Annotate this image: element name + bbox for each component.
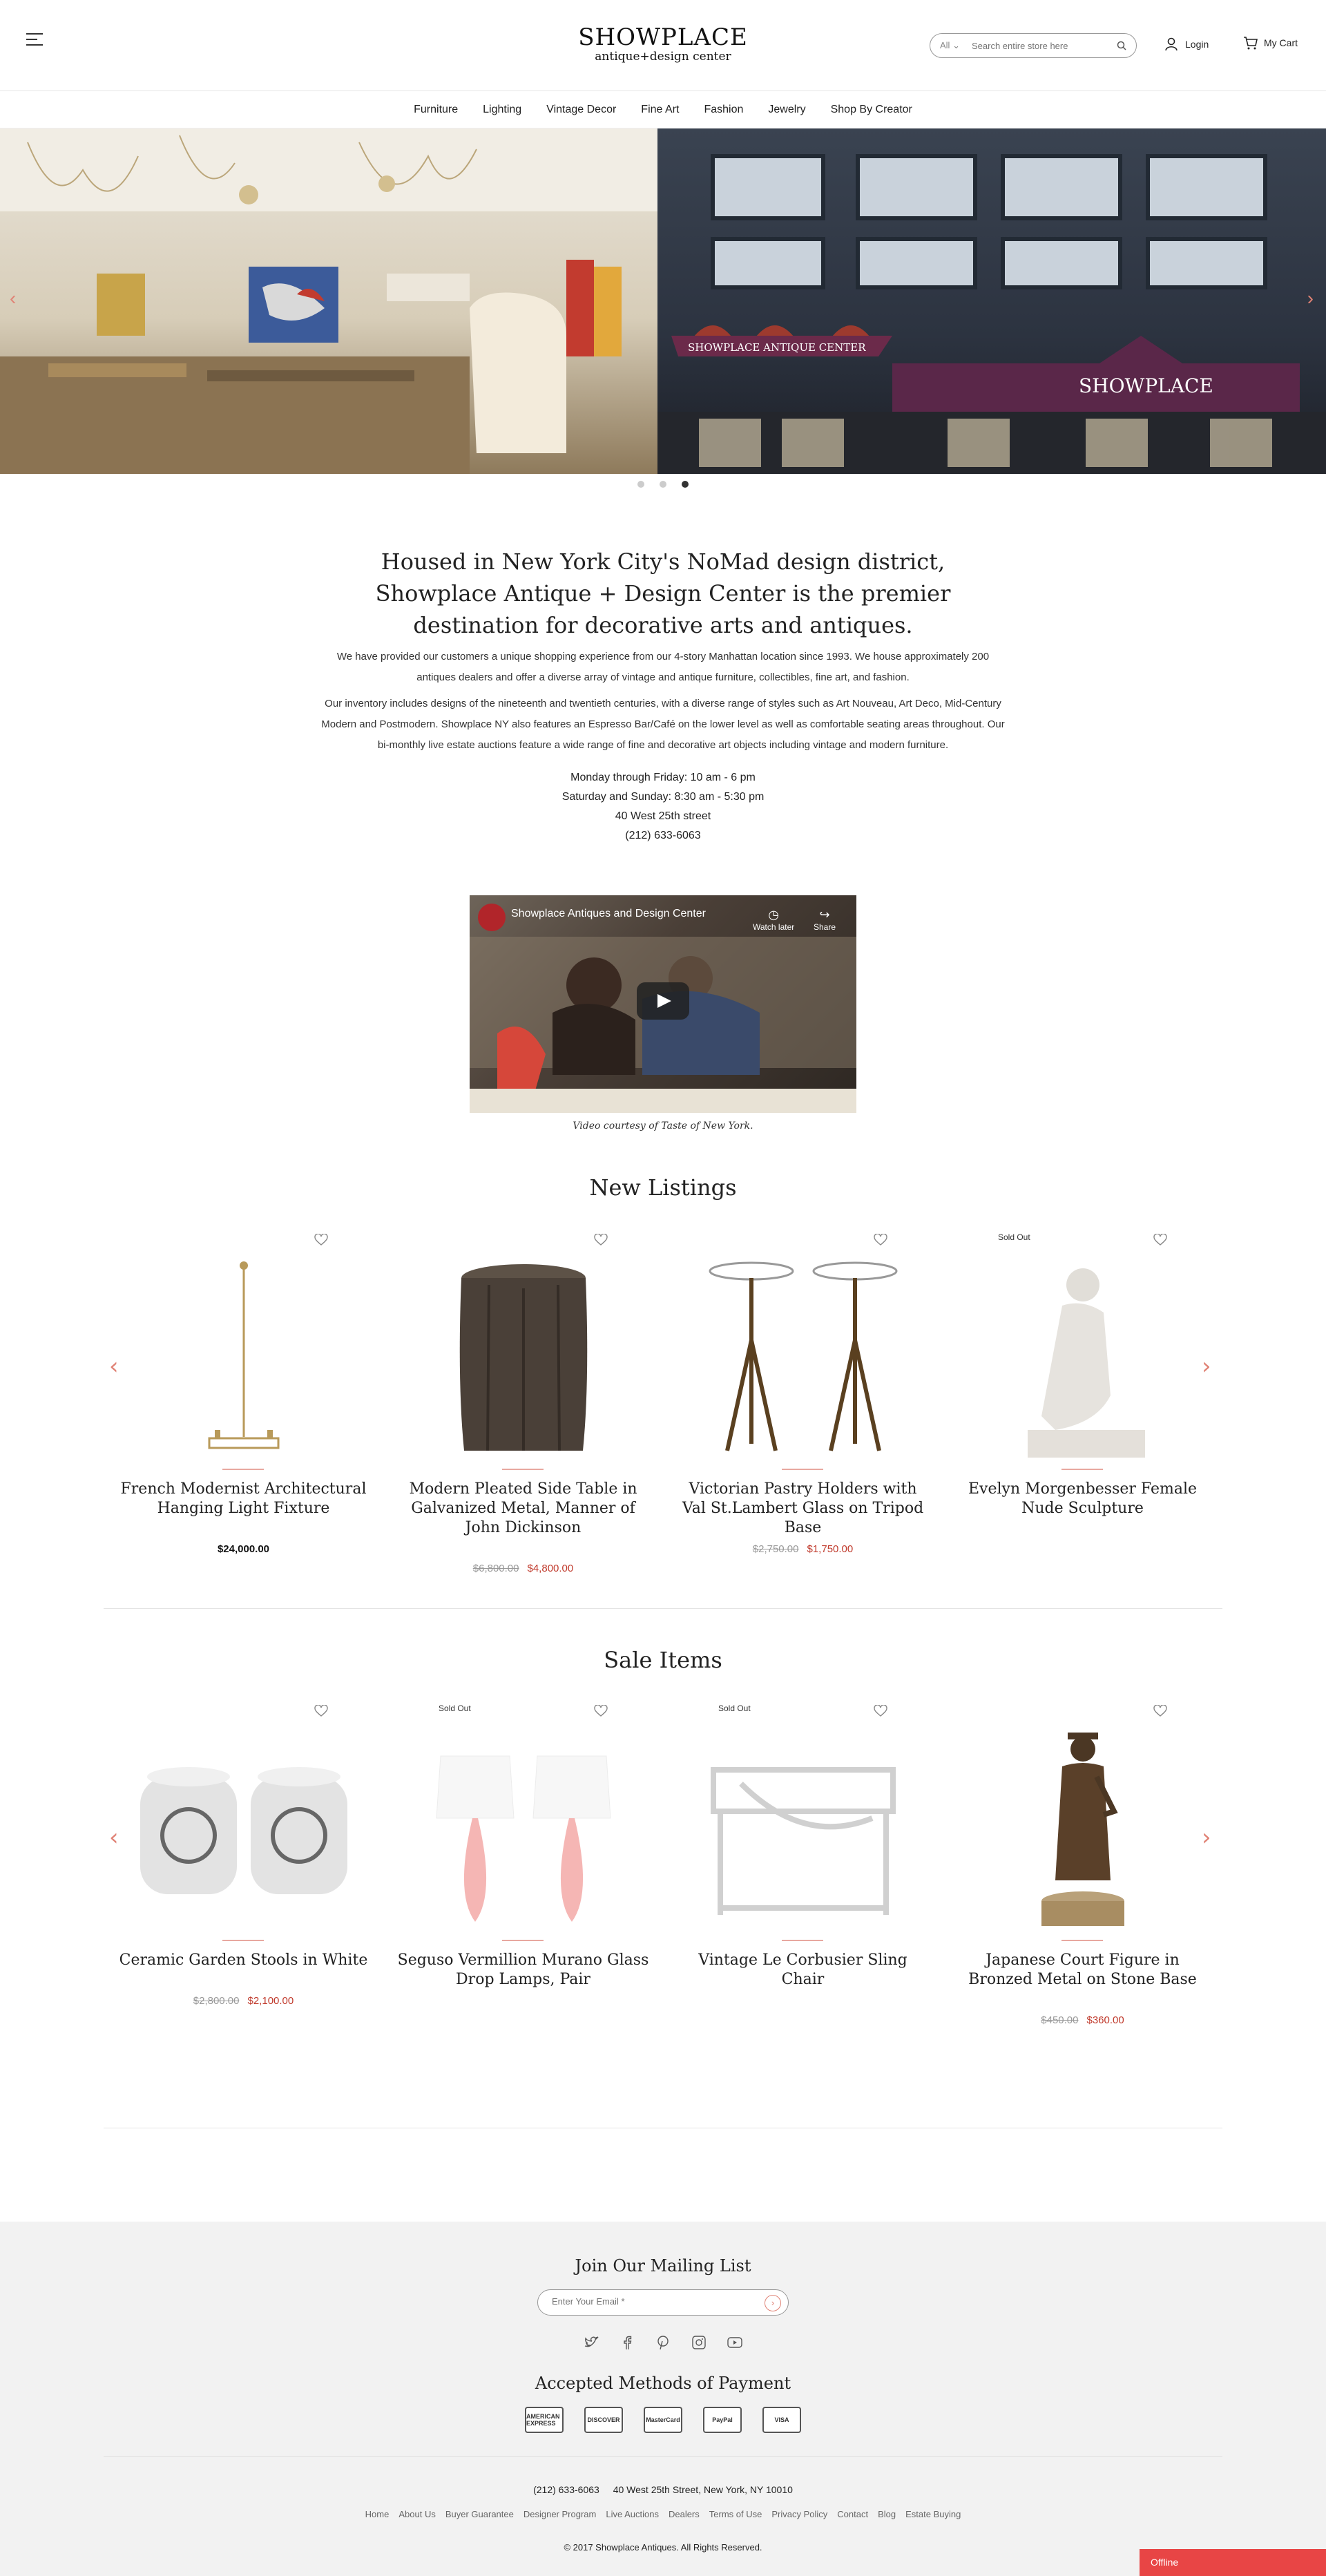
card-divider <box>502 1940 544 1941</box>
share-icon: ↪ <box>819 908 830 922</box>
product-price <box>663 1543 943 1555</box>
product-price <box>104 1543 383 1555</box>
awning-left-text: SHOWPLACE ANTIQUE CENTER <box>688 341 866 354</box>
nav-vintage-decor[interactable]: Vintage Decor <box>546 103 617 115</box>
newsletter-submit-icon[interactable]: › <box>765 2295 781 2311</box>
product-name[interactable]: Evelyn Morgenbesser Female Nude Sculpture <box>968 1480 1198 1517</box>
footer-address: 40 West 25th Street, New York, NY 10010 <box>613 2484 793 2495</box>
footer-link-blog[interactable]: Blog <box>878 2509 896 2519</box>
footer-link-contact[interactable]: Contact <box>837 2509 869 2519</box>
sold-out-badge: Sold Out <box>998 1232 1030 1242</box>
watch-later-label: Watch later <box>753 922 795 932</box>
new-listings-title: New Listings <box>589 1174 737 1201</box>
footer-link-about[interactable]: About Us <box>398 2509 436 2519</box>
wishlist-heart-icon[interactable] <box>314 1705 328 1717</box>
intro-paragraph-1: We have provided our customers a unique shopping experience from our 4-story Manhattan location since 1993. We house approximately 200 antiques dealers and offer a diverse array of vintage and antique furniture, collectibles, fine art, and fashion. <box>336 651 990 683</box>
price-original: $2,750.00 <box>752 1543 799 1555</box>
instagram-icon[interactable] <box>691 2335 707 2350</box>
card-divider <box>1061 1940 1103 1941</box>
price-original: $6,800.00 <box>472 1563 519 1574</box>
social-links <box>0 2335 1326 2350</box>
visa-icon: VISA <box>762 2407 801 2433</box>
wishlist-heart-icon[interactable] <box>874 1705 887 1717</box>
channel-avatar[interactable] <box>478 904 506 931</box>
carousel-next-arrow[interactable]: › <box>1307 287 1314 309</box>
card-divider <box>502 1469 544 1470</box>
payment-methods <box>0 2407 1326 2433</box>
payment-methods-title: Accepted Methods of Payment <box>535 2374 791 2393</box>
intro-section <box>318 546 1008 846</box>
carousel-dot-1[interactable] <box>637 481 644 488</box>
search-icon[interactable] <box>1117 41 1126 50</box>
chat-widget[interactable] <box>1140 2549 1326 2576</box>
footer-contact <box>0 2484 1326 2495</box>
footer-link-home[interactable]: Home <box>365 2509 390 2519</box>
new-listings-carousel <box>104 1230 1222 1589</box>
sale-items-next-arrow[interactable]: › <box>1202 1824 1211 1851</box>
facebook-icon[interactable] <box>619 2335 635 2350</box>
twitter-icon[interactable] <box>584 2335 599 2350</box>
product-name[interactable]: Seguso Vermillion Murano Glass Drop Lamps, Pair <box>397 1952 649 1988</box>
video-caption: Video courtesy of Taste of New York. <box>573 1120 753 1132</box>
footer-link-live-auctions[interactable]: Live Auctions <box>606 2509 659 2519</box>
product-name[interactable]: Modern Pleated Side Table in Galvanized Metal, Manner of John Dickinson <box>409 1480 637 1536</box>
site-footer <box>0 2222 1326 2576</box>
section-divider <box>104 1608 1222 1609</box>
carousel-dots <box>0 481 1326 488</box>
logo-wordmark: SHOWPLACE <box>578 23 748 51</box>
product-name[interactable]: French Modernist Architectural Hanging Light Fixture <box>120 1480 367 1517</box>
nav-furniture[interactable]: Furniture <box>414 103 459 115</box>
hero-carousel[interactable] <box>0 128 1326 474</box>
product-price <box>943 2014 1222 2026</box>
product-image[interactable] <box>427 1735 620 1929</box>
sale-items-title: Sale Items <box>604 1647 722 1673</box>
footer-phone[interactable]: (212) 633-6063 <box>533 2484 599 2495</box>
footer-link-estate-buying[interactable]: Estate Buying <box>905 2509 961 2519</box>
mastercard-icon: MasterCard <box>644 2407 682 2433</box>
card-divider <box>222 1469 264 1470</box>
footer-link-dealers[interactable]: Dealers <box>668 2509 700 2519</box>
mailing-list-title: Join Our Mailing List <box>575 2256 751 2276</box>
awning-right-text: SHOWPLACE <box>1079 374 1213 397</box>
intro-paragraph-2: Our inventory includes designs of the nineteenth and twentieth centuries, with a diverse range of styles such as Art Nouveau, Art Deco, Mid-Century Modern and Postmodern. Showplace NY also features an Espresso Bar/Café on the lower level as well as comfortable seating areas throughout. Our bi-monthly live estate auctions feature a wide range of fine and decorative art objects including vintage and modern furniture. <box>321 698 1005 751</box>
carousel-dot-3[interactable] <box>682 481 689 488</box>
product-image[interactable] <box>133 1756 354 1908</box>
newsletter-email-input[interactable] <box>552 2296 745 2307</box>
footer-link-buyer-guarantee[interactable]: Buyer Guarantee <box>445 2509 514 2519</box>
wishlist-heart-icon[interactable] <box>314 1234 328 1246</box>
product-image[interactable] <box>1014 1257 1152 1464</box>
youtube-icon[interactable] <box>727 2335 742 2350</box>
new-listings-prev-arrow[interactable]: ‹ <box>109 1353 119 1380</box>
card-divider <box>1061 1469 1103 1470</box>
hours-weekend: Saturday and Sunday: 8:30 am - 5:30 pm <box>561 791 765 803</box>
cart-label: My Cart <box>1264 37 1298 48</box>
footer-links <box>0 2509 1326 2519</box>
hours-weekday: Monday through Friday: 10 am - 6 pm <box>570 772 756 783</box>
share-label: Share <box>814 922 836 932</box>
wishlist-heart-icon[interactable] <box>594 1705 608 1717</box>
new-listings-next-arrow[interactable]: › <box>1202 1353 1211 1380</box>
nav-fashion[interactable]: Fashion <box>704 103 744 115</box>
user-icon <box>1164 37 1178 51</box>
cart-link[interactable] <box>1243 36 1298 50</box>
search-category-value: All <box>940 40 950 50</box>
wishlist-heart-icon[interactable] <box>1153 1234 1167 1246</box>
product-name[interactable]: Vintage Le Corbusier Sling Chair <box>698 1952 907 1988</box>
price-sale: $2,100.00 <box>247 1995 294 2007</box>
amex-icon: AMERICAN EXPRESS <box>525 2407 564 2433</box>
chat-status: Offline <box>1151 2557 1179 2568</box>
site-header <box>0 0 1326 91</box>
copyright: © 2017 Showplace Antiques. All Rights Reserved. <box>564 2542 762 2553</box>
video-title[interactable]: Showplace Antiques and Design Center <box>511 908 706 919</box>
search-input[interactable] <box>972 41 1096 51</box>
carousel-prev-arrow[interactable]: ‹ <box>10 287 17 309</box>
wishlist-heart-icon[interactable] <box>874 1234 887 1246</box>
storefront-illustration <box>657 128 1326 474</box>
product-name[interactable]: Japanese Court Figure in Bronzed Metal on Stone Base <box>968 1952 1197 1988</box>
intro-headline: Housed in New York City's NoMad design district, Showplace Antique + Design Center is the premier destination for decorative arts and antiques. <box>375 548 951 638</box>
product-image[interactable] <box>1028 1728 1138 1936</box>
play-button-icon[interactable] <box>637 982 689 1020</box>
footer-divider <box>104 2456 1222 2457</box>
cart-icon <box>1243 36 1258 50</box>
product-name[interactable]: Victorian Pastry Holders with Val St.Lambert Glass on Tripod Base <box>682 1480 924 1536</box>
carousel-dot-2[interactable] <box>660 481 666 488</box>
product-price <box>383 1563 663 1574</box>
product-image[interactable] <box>189 1257 299 1464</box>
wishlist-heart-icon[interactable] <box>1153 1705 1167 1717</box>
main-nav <box>0 91 1326 128</box>
nav-jewelry[interactable]: Jewelry <box>768 103 806 115</box>
sold-out-badge: Sold Out <box>439 1704 471 1713</box>
sold-out-badge: Sold Out <box>718 1704 751 1713</box>
product-price <box>104 1995 383 2007</box>
share-button[interactable] <box>814 908 836 932</box>
store-hours <box>318 768 1008 846</box>
search-bar <box>930 33 1137 58</box>
pinterest-icon[interactable] <box>655 2335 671 2350</box>
discover-icon: DISCOVER <box>584 2407 623 2433</box>
card-divider <box>782 1940 823 1941</box>
sale-items-carousel <box>104 1701 1222 2060</box>
store-phone: (212) 633-6063 <box>625 830 701 841</box>
wishlist-heart-icon[interactable] <box>594 1234 608 1246</box>
price-sale: $360.00 <box>1086 2014 1124 2026</box>
footer-link-designer-program[interactable]: Designer Program <box>523 2509 597 2519</box>
price-sale: $4,800.00 <box>527 1563 574 1574</box>
nav-lighting[interactable]: Lighting <box>483 103 522 115</box>
product-image[interactable] <box>700 1257 907 1464</box>
price-regular: $24,000.00 <box>217 1543 270 1555</box>
card-divider <box>222 1940 264 1941</box>
card-divider <box>782 1469 823 1470</box>
hero-showroom-image <box>0 128 657 474</box>
search-category-select[interactable]: All ⌄ <box>940 40 960 50</box>
product-image[interactable] <box>700 1742 907 1922</box>
price-original: $450.00 <box>1041 2014 1079 2026</box>
nav-fine-art[interactable]: Fine Art <box>641 103 680 115</box>
video-embed[interactable] <box>470 895 856 1113</box>
product-name[interactable]: Ceramic Garden Stools in White <box>119 1952 368 1969</box>
price-sale: $1,750.00 <box>807 1543 854 1555</box>
nav-shop-by-creator[interactable]: Shop By Creator <box>830 103 912 115</box>
paypal-icon: PayPal <box>703 2407 742 2433</box>
login-label: Login <box>1185 39 1209 50</box>
watch-later-button[interactable] <box>753 908 794 932</box>
clock-icon: ◷ <box>768 908 779 922</box>
logo-tagline: antique+design center <box>595 50 731 64</box>
store-address: 40 West 25th street <box>615 810 711 822</box>
footer-link-terms[interactable]: Terms of Use <box>709 2509 762 2519</box>
sale-items-prev-arrow[interactable]: ‹ <box>109 1824 119 1851</box>
price-original: $2,800.00 <box>193 1995 240 2007</box>
showroom-illustration <box>0 128 657 474</box>
newsletter-form <box>537 2289 789 2316</box>
hero-storefront-image <box>657 128 1326 474</box>
product-image[interactable] <box>448 1257 599 1464</box>
login-link[interactable] <box>1164 37 1209 51</box>
footer-link-privacy[interactable]: Privacy Policy <box>771 2509 828 2519</box>
